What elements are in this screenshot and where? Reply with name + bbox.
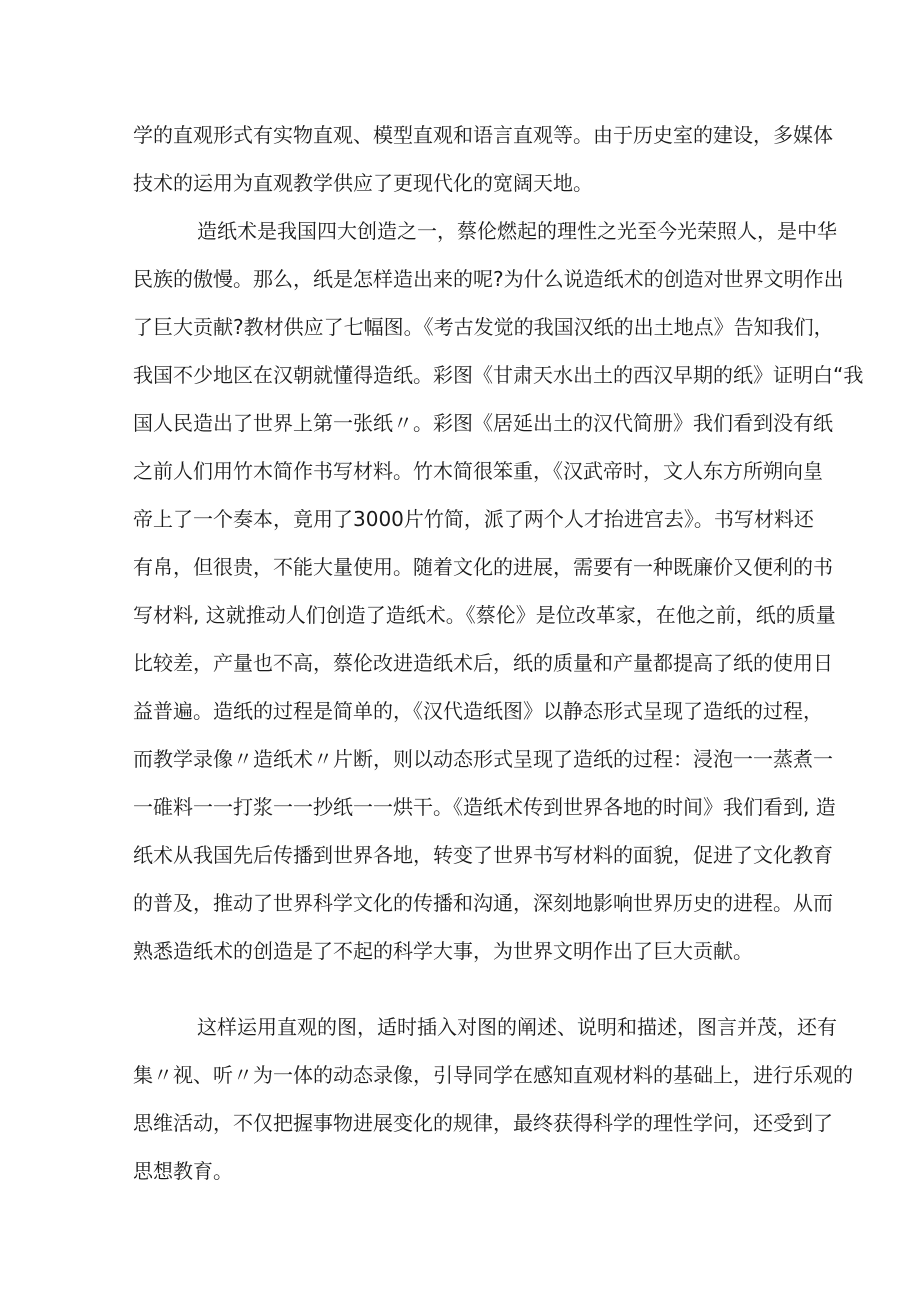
text-line: 一碓料一一打浆一一抄纸一一烘干。《造纸术传到世界各地的时间》我们看到, 造 — [133, 795, 836, 819]
text-line: 这样运用直观的图，适时插入对图的阐述、说明和描述，图言并茂，还有 — [197, 1015, 837, 1039]
text-line: 熟悉造纸术的创造是了不起的科学大事，为世界文明作出了巨大贡献。 — [133, 939, 753, 963]
text-line: 了巨大贡献?教材供应了七幅图。《考古发觉的我国汉纸的出土地点》告知我们， — [133, 315, 834, 339]
text-line: 的普及，推动了世界科学文化的传播和沟通，深刻地影响世界历史的进程。从而 — [133, 891, 833, 915]
text-line: 而教学录像〃造纸术〃片断，则以动态形式呈现了造纸的过程：浸泡一一蒸煮一 — [133, 747, 833, 771]
text-line: 集〃视、听〃为一体的动态录像，引导同学在感知直观材料的基础上，进行乐观的 — [133, 1063, 853, 1087]
text-line: 学的直观形式有实物直观、模型直观和语言直观等。由于历史室的建设，多媒体 — [133, 123, 833, 147]
text-line: 民族的傲慢。那么，纸是怎样造出来的呢?为什么说造纸术的创造对世界文明作出 — [133, 267, 844, 291]
text-line: 有帛，但很贵，不能大量使用。随着文化的进展，需要有一种既廉价又便利的书 — [133, 555, 833, 579]
text-line: 技术的运用为直观教学供应了更现代化的宽阔天地。 — [133, 171, 593, 195]
text-line: 思想教育。 — [133, 1159, 233, 1183]
text-line: 比较差，产量也不高，蔡伦改进造纸术后，纸的质量和产量都提高了纸的使用日 — [133, 651, 833, 675]
text-line: 写材料, 这就推动人们创造了造纸术。《蔡伦》是位改革家，在他之前，纸的质量 — [133, 603, 836, 627]
text-line: 思维活动，不仅把握事物进展变化的规律，最终获得科学的理性学问，还受到了 — [133, 1111, 833, 1135]
text-line: 益普遍。造纸的过程是简单的，《汉代造纸图》以静态形式呈现了造纸的过程， — [133, 699, 823, 723]
text-line: 帝上了一个奏本，竟用了3000片竹简，派了两个人才抬进宫去》。书写材料还 — [133, 507, 814, 531]
text-line: 我国不少地区在汉朝就懂得造纸。彩图《甘肃天水出土的西汉早期的纸》证明白“我 — [133, 363, 864, 387]
text-line: 国人民造出了世界上第一张纸〃。彩图《居延出土的汉代简册》我们看到没有纸 — [133, 411, 833, 435]
text-line: 纸术从我国先后传播到世界各地，转变了世界书写材料的面貌，促进了文化教育 — [133, 843, 833, 867]
text-line: 造纸术是我国四大创造之一，蔡伦燃起的理性之光至今光荣照人，是中华 — [197, 219, 837, 243]
text-line: 之前人们用竹木简作书写材料。竹木简很笨重，《汉武帝时，文人东方所朔向皇 — [133, 459, 823, 483]
